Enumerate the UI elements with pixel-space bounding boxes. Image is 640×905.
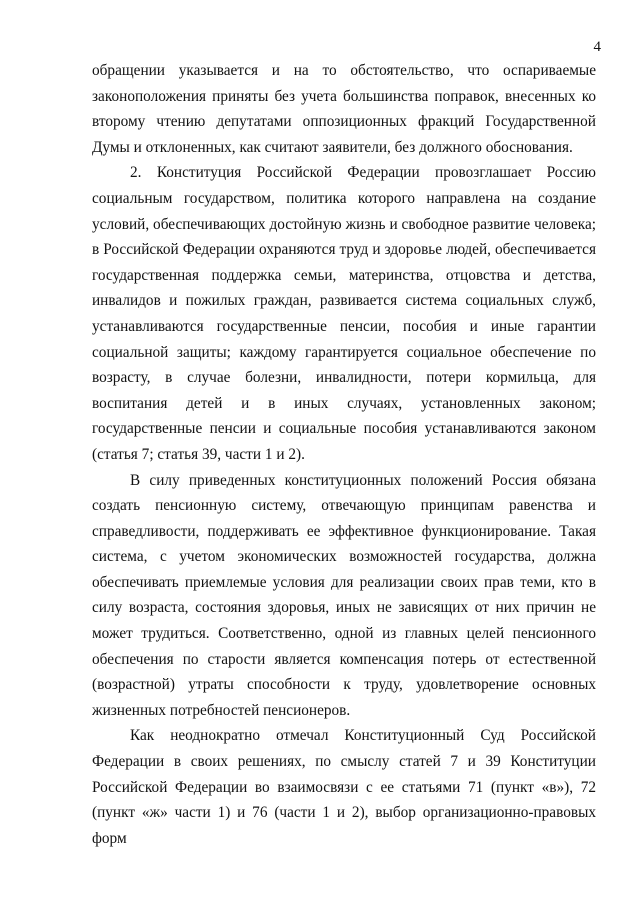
paragraph-pension-system: В силу приведенных конституционных положений Россия обязана создать пенсионную систему, отвечающую принципам равенства и справедливости, поддерживать ее эффективное функционирование. Такая система, с учетом экономических возможностей государства, должна обеспечивать приемлемые условия для реализации своих прав теми, кто в силу возраста, состояния здоровья, иных не зависящих от них причин не может трудиться. Соответственно, одной из главных целей пенсионного обеспечения по старости является компенсация потерь от естественной (возрастной) утраты способности к труду, удовлетворение основных жизненных потребностей пенсионеров. xyxy=(92,471,596,719)
page-number: 4 xyxy=(593,39,601,55)
paragraph-court-decisions: Как неоднократно отмечал Конституционный Суд Российской Федерации в своих решениях, по смыслу статей 7 и 39 Конституции Российской Федерации во взаимосвязи с ее статьями 71 (пункт «в»), 72 (пункт «ж» части 1) и 76 (части 1 и 2), выбор организационно-правовых форм xyxy=(92,727,596,847)
document-body xyxy=(92,58,596,851)
paragraph-section-2: 2. Конституция Российской Федерации провозглашает Россию социальным государством, политика которого направлена на создание условий, обеспечивающих достойную жизнь и свободное развитие человека; в Российской Федерации охраняются труд и здоровье людей, обеспечивается государственная поддержка семьи, материнства, отцовства и детства, инвалидов и пожилых граждан, развивается система социальных служб, устанавливаются государственные пенсии, пособия и иные гарантии социальной защиты; каждому гарантируется социальное обеспечение по возрасту, в случае болезни, инвалидности, потери кормильца, для воспитания детей и в иных случаях, установленных законом; государственные пенсии и социальные пособия устанавливаются законом (статья 7; статья 39, части 1 и 2). xyxy=(92,164,596,463)
paragraph-continuation: обращении указывается и на то обстоятельство, что оспариваемые законоположения приняты без учета большинства поправок, внесенных ко второму чтению депутатами оппозиционных фракций Государственной Думы и отклоненных, как считают заявители, без должного обоснования. xyxy=(92,62,596,156)
